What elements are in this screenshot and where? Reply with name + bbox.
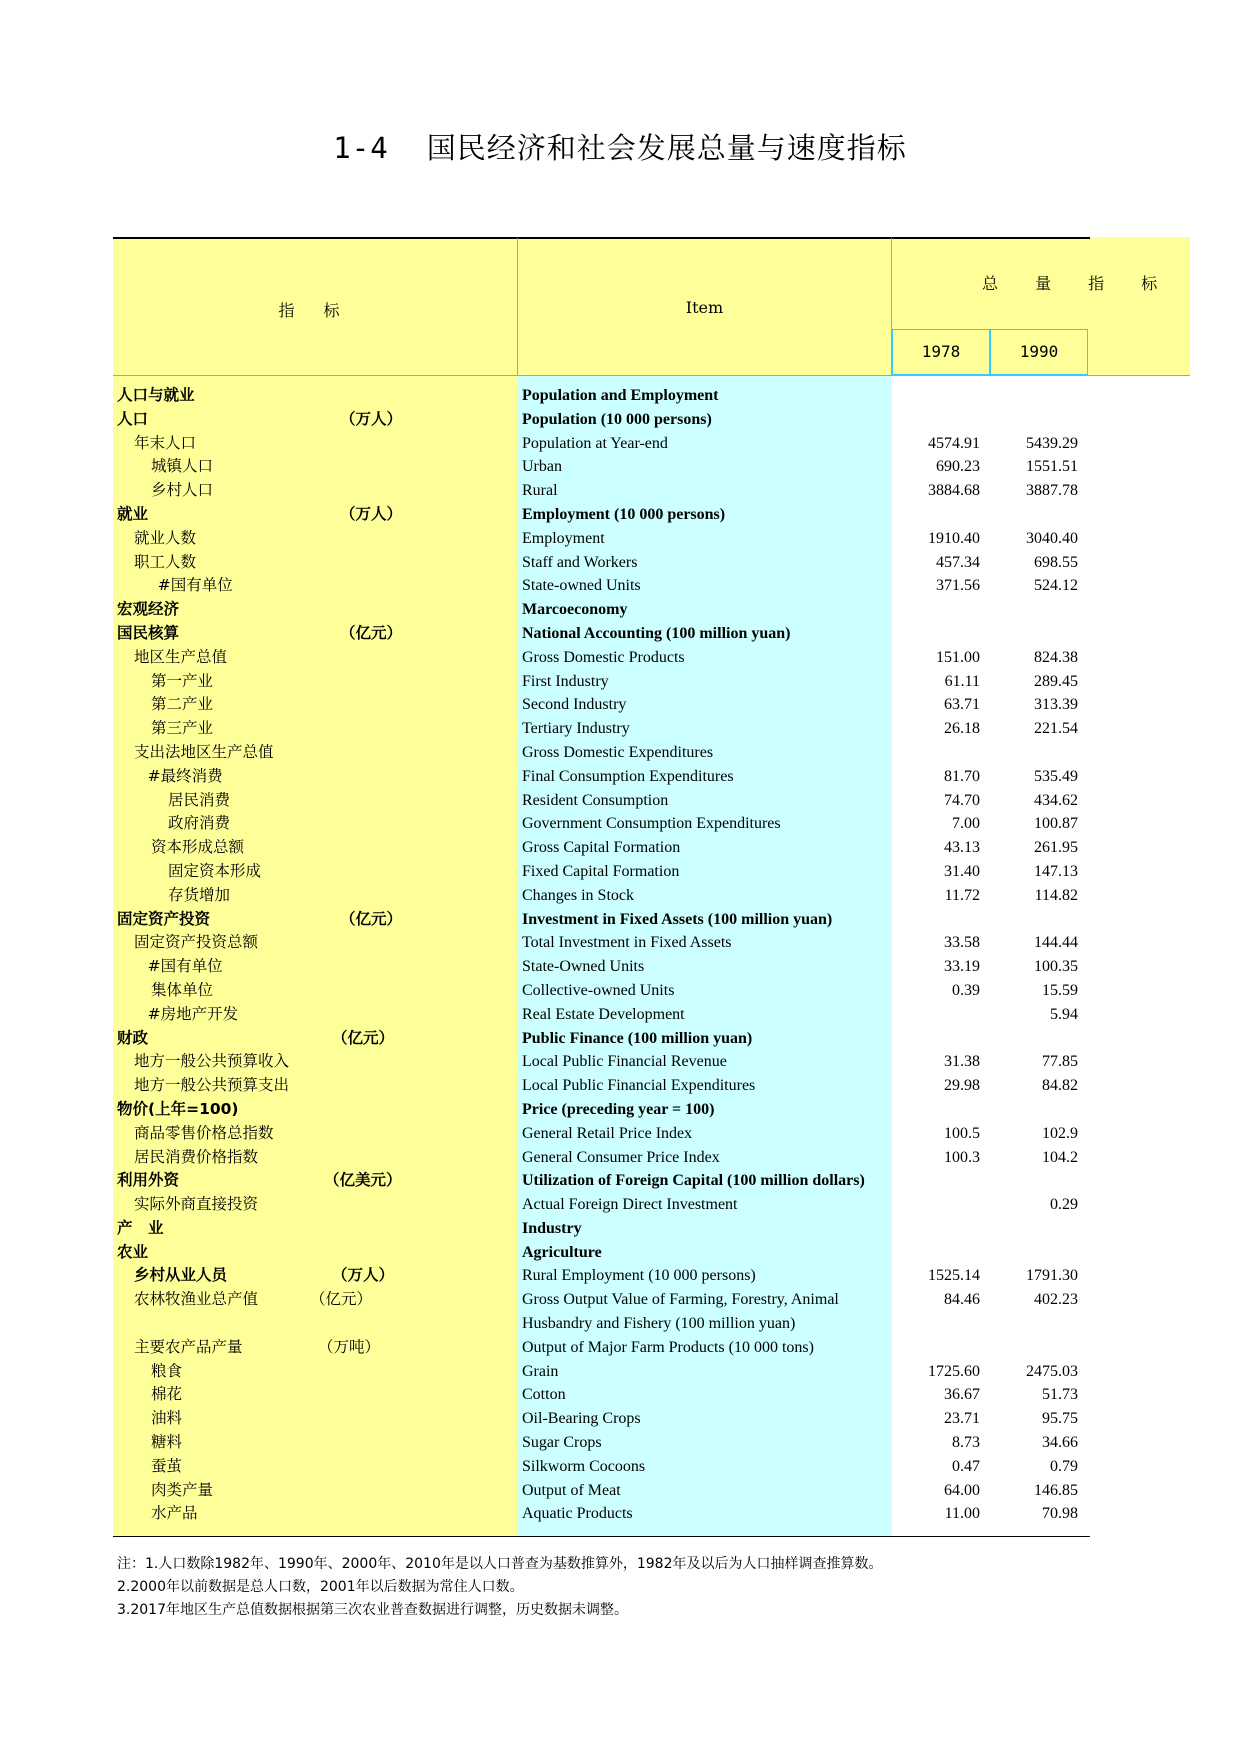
value-1990: 5.94: [1050, 1005, 1078, 1023]
item-label: General Consumer Price Index: [522, 1148, 720, 1166]
table-row: [0, 455, 1240, 479]
item-label: Government Consumption Expenditures: [522, 815, 781, 833]
value-1978: 63.71: [944, 696, 980, 714]
item-label: Industry: [522, 1219, 582, 1237]
unit-label: （亿元）: [332, 1028, 395, 1047]
item-label: Collective-owned Units: [522, 981, 675, 999]
page-title: [0, 126, 1240, 167]
value-1978: 29.98: [944, 1077, 980, 1095]
value-1978: 74.70: [944, 791, 980, 809]
value-1990: 114.82: [1034, 886, 1078, 904]
value-1990: 434.62: [1034, 791, 1078, 809]
header-indicator-cell: [113, 237, 518, 376]
indicator-label: 支出法地区生产总值: [134, 742, 274, 761]
table-row: [0, 1074, 1240, 1098]
item-label: Grain: [522, 1362, 559, 1380]
value-1978: 151.00: [936, 648, 980, 666]
value-1978: 371.56: [936, 577, 980, 595]
indicator-label: 宏观经济: [117, 600, 180, 619]
item-label: State-Owned Units: [522, 958, 645, 976]
value-1990: 70.98: [1042, 1505, 1078, 1523]
footnote-1: 注：1.人口数除1982年、1990年、2000年、2010年是以人口普查为基数推算外，1982年及以后为人口抽样调查推算数。: [117, 1556, 883, 1572]
table-row: [0, 527, 1240, 551]
indicator-label: 固定资产投资总额: [134, 933, 259, 952]
item-label: First Industry: [522, 672, 609, 690]
value-1978: 33.19: [944, 958, 980, 976]
item-label: Utilization of Foreign Capital (100 million dollars): [522, 1172, 865, 1190]
value-1978: 31.38: [944, 1053, 980, 1071]
table-row: [0, 812, 1240, 836]
indicator-label: 集体单位: [151, 980, 214, 999]
item-label: Sugar Crops: [522, 1434, 602, 1452]
value-1990: 34.66: [1042, 1434, 1078, 1452]
item-label: Final Consumption Expenditures: [522, 767, 734, 785]
value-1990: 147.13: [1034, 862, 1078, 880]
value-1978: 64.00: [944, 1481, 980, 1499]
value-1978: 11.72: [944, 886, 980, 904]
table-row: [0, 1241, 1240, 1265]
unit-label: （亿元）: [340, 623, 403, 642]
item-label: Public Finance (100 million yuan): [522, 1029, 753, 1047]
indicator-label: 产 业: [117, 1218, 164, 1237]
value-1990: 2475.03: [1026, 1362, 1078, 1380]
item-label: Population (10 000 persons): [522, 410, 712, 428]
indicator-label: 第三产业: [151, 719, 214, 738]
item-label: Staff and Workers: [522, 553, 638, 571]
table-row: [0, 741, 1240, 765]
item-label: National Accounting (100 million yuan): [522, 624, 791, 642]
unit-label: （亿美元）: [324, 1171, 402, 1190]
indicator-label: 固定资产投资: [117, 909, 211, 928]
value-1978: 4574.91: [928, 434, 980, 452]
indicator-label: 利用外资: [117, 1171, 180, 1190]
indicator-label: 商品零售价格总指数: [134, 1123, 274, 1142]
item-label: Gross Domestic Products: [522, 648, 685, 666]
indicator-label: 人口与就业: [117, 386, 195, 404]
value-1978: 33.58: [944, 934, 980, 952]
unit-label: （万人）: [340, 409, 403, 428]
value-1990: 524.12: [1034, 577, 1078, 595]
table-row: [0, 1146, 1240, 1170]
indicator-label: 主要农产品产量: [134, 1337, 243, 1356]
indicator-label: 就业: [117, 504, 149, 523]
value-1990: 0.29: [1050, 1196, 1078, 1214]
year-header-1990: 1990: [990, 329, 1088, 375]
item-label: Price (preceding year = 100): [522, 1100, 715, 1118]
indicator-label: 第一产业: [151, 671, 214, 690]
value-1990: 1791.30: [1026, 1267, 1078, 1285]
indicator-label: 职工人数: [134, 552, 197, 571]
footnote-2: 2.2000年以前数据是总人口数，2001年以后数据为常住人口数。: [117, 1579, 524, 1595]
item-label: Tertiary Industry: [522, 720, 630, 738]
table-row: [0, 1502, 1240, 1526]
table-row: [0, 1288, 1240, 1312]
indicator-label: 存货增加: [168, 885, 231, 904]
indicator-label: #房地产开发: [147, 1004, 239, 1023]
value-1990: 100.87: [1034, 815, 1078, 833]
item-label: Local Public Financial Expenditures: [522, 1077, 756, 1095]
indicator-label: 政府消费: [168, 814, 231, 833]
value-1990: 144.44: [1034, 934, 1078, 952]
footnote-3: 3.2017年地区生产总值数据根据第三次农业普查数据进行调整，历史数据未调整。: [117, 1602, 628, 1618]
table-row: [0, 432, 1240, 456]
item-label: General Retail Price Index: [522, 1124, 693, 1142]
item-label: Employment (10 000 persons): [522, 505, 726, 523]
value-1990: 221.54: [1034, 720, 1078, 738]
value-1990: 289.45: [1034, 672, 1078, 690]
table-row: [0, 1431, 1240, 1455]
value-1990: 313.39: [1034, 696, 1078, 714]
table-row: [0, 1312, 1240, 1336]
indicator-label: 物价(上年=100): [117, 1099, 239, 1118]
item-label: Local Public Financial Revenue: [522, 1053, 727, 1071]
indicator-label: #国有单位: [147, 957, 223, 976]
indicator-label: #最终消费: [147, 766, 223, 785]
indicator-label: 农业: [117, 1242, 149, 1261]
indicator-label: 固定资本形成: [168, 861, 262, 880]
indicator-label: 就业人数: [134, 528, 197, 547]
value-1978: 0.39: [952, 981, 980, 999]
value-1978: 61.11: [944, 672, 980, 690]
indicator-label: 第二产业: [151, 695, 214, 714]
table-row: [0, 1455, 1240, 1479]
value-1978: 81.70: [944, 767, 980, 785]
value-1978: 690.23: [936, 458, 980, 476]
table-bottom-rule: [113, 1536, 1090, 1537]
unit-label: （万人）: [332, 1266, 395, 1285]
indicator-label: 居民消费价格指数: [134, 1147, 259, 1166]
item-label: Actual Foreign Direct Investment: [522, 1196, 738, 1214]
item-label: Rural: [522, 482, 558, 500]
value-1978: 1910.40: [928, 529, 980, 547]
header-item-cell: [518, 237, 892, 376]
table-row: [0, 1217, 1240, 1241]
footnotes: [117, 1553, 883, 1622]
value-1978: 7.00: [952, 815, 980, 833]
item-label: Changes in Stock: [522, 886, 634, 904]
value-1978: 1725.60: [928, 1362, 980, 1380]
table-row: [0, 598, 1240, 622]
indicator-label: #国有单位: [157, 576, 233, 595]
indicator-label: 实际外商直接投资: [134, 1195, 259, 1214]
value-1978: 36.67: [944, 1386, 980, 1404]
value-1990: 3040.40: [1026, 529, 1078, 547]
item-label: Gross Capital Formation: [522, 839, 681, 857]
value-1990: 84.82: [1042, 1077, 1078, 1095]
value-1990: 0.79: [1050, 1457, 1078, 1475]
value-1990: 77.85: [1042, 1053, 1078, 1071]
indicator-label: 地区生产总值: [134, 647, 228, 666]
value-1990: 15.59: [1042, 981, 1078, 999]
value-1978: 0.47: [952, 1457, 980, 1475]
table-row: [0, 1407, 1240, 1431]
indicator-label: 肉类产量: [151, 1480, 214, 1499]
table-row: [0, 1027, 1240, 1051]
value-1978: 26.18: [944, 720, 980, 738]
value-1990: 535.49: [1034, 767, 1078, 785]
table-row: [0, 789, 1240, 813]
indicator-label: 城镇人口: [151, 457, 214, 476]
table-row: [0, 1050, 1240, 1074]
item-label: Silkworm Cocoons: [522, 1457, 646, 1475]
item-label: Gross Output Value of Farming, Forestry, Animal: [522, 1291, 839, 1309]
item-label: Population and Employment: [522, 387, 719, 404]
header-top-rule: [892, 237, 1090, 239]
table-row: [0, 1122, 1240, 1146]
table-row: [0, 1003, 1240, 1027]
item-label: Oil-Bearing Crops: [522, 1410, 641, 1428]
table-row: [0, 693, 1240, 717]
header-indicator-label: 指 标: [278, 301, 352, 320]
indicator-label: 地方一般公共预算支出: [134, 1076, 290, 1095]
indicator-label: 水产品: [151, 1504, 198, 1523]
unit-label: （亿元）: [340, 909, 403, 928]
table-row: [0, 1193, 1240, 1217]
table-row: [0, 551, 1240, 575]
table-row: [0, 384, 1240, 408]
table-row: [0, 646, 1240, 670]
value-1990: 5439.29: [1026, 434, 1078, 452]
indicator-label: 地方一般公共预算收入: [134, 1052, 290, 1071]
value-1978: 11.00: [944, 1505, 980, 1523]
item-label: Aquatic Products: [522, 1505, 633, 1523]
item-label: Husbandry and Fishery (100 million yuan): [522, 1315, 796, 1333]
item-label: Gross Domestic Expenditures: [522, 743, 714, 761]
item-label: Output of Meat: [522, 1481, 621, 1499]
header-item-label: Item: [685, 298, 724, 317]
value-1990: 100.35: [1034, 958, 1078, 976]
table-row: [0, 860, 1240, 884]
value-1990: 95.75: [1042, 1410, 1078, 1428]
indicator-label: 棉花: [151, 1385, 183, 1404]
value-1990: 3887.78: [1026, 482, 1078, 500]
table-row: [0, 979, 1240, 1003]
indicator-label: 国民核算: [117, 623, 180, 642]
table-row: [0, 884, 1240, 908]
value-1978: 31.40: [944, 862, 980, 880]
table-row: [0, 574, 1240, 598]
item-label: Marcoeconomy: [522, 601, 628, 619]
table-row: [0, 1264, 1240, 1288]
table-row: [0, 1360, 1240, 1384]
item-label: Rural Employment (10 000 persons): [522, 1267, 756, 1285]
unit-label: （万人）: [340, 504, 403, 523]
unit-label: （亿元）: [310, 1290, 373, 1309]
table-row: [0, 836, 1240, 860]
unit-label: （万吨）: [318, 1337, 381, 1356]
value-1978: 84.46: [944, 1291, 980, 1309]
indicator-label: 居民消费: [168, 790, 231, 809]
item-label: Cotton: [522, 1386, 566, 1404]
indicator-label: 乡村人口: [151, 481, 214, 500]
table-row: [0, 670, 1240, 694]
value-1978: 3884.68: [928, 482, 980, 500]
table-row: [0, 908, 1240, 932]
item-label: Population at Year-end: [522, 434, 668, 452]
indicator-label: 蚕茧: [151, 1456, 183, 1475]
table-row: [0, 955, 1240, 979]
value-1990: 104.2: [1042, 1148, 1078, 1166]
table-title: 国民经济和社会发展总量与速度指标: [426, 131, 907, 165]
value-1990: 146.85: [1034, 1481, 1078, 1499]
value-1978: 100.5: [944, 1124, 980, 1142]
table-row: [0, 1169, 1240, 1193]
table-row: [0, 717, 1240, 741]
item-label: Output of Major Farm Products (10 000 tons): [522, 1338, 814, 1356]
value-1978: 100.3: [944, 1148, 980, 1166]
year-header-1978: 1978: [892, 329, 990, 375]
value-1990: 261.95: [1034, 839, 1078, 857]
table-row: [0, 408, 1240, 432]
item-label: State-owned Units: [522, 577, 641, 595]
value-1990: 824.38: [1034, 648, 1078, 666]
indicator-label: 糖料: [151, 1433, 183, 1452]
value-1990: 402.23: [1034, 1291, 1078, 1309]
item-label: Total Investment in Fixed Assets: [522, 934, 732, 952]
indicator-label: 资本形成总额: [151, 838, 245, 857]
item-label: Agriculture: [522, 1243, 602, 1261]
item-label: Real Estate Development: [522, 1005, 685, 1023]
indicator-label: 乡村从业人员: [134, 1266, 228, 1285]
header-total-label: 总 量 指 标: [982, 274, 1174, 293]
item-label: Employment: [522, 529, 605, 547]
value-1990: 51.73: [1042, 1386, 1078, 1404]
table-row: [0, 1098, 1240, 1122]
table-row: [0, 503, 1240, 527]
indicator-label: 粮食: [151, 1361, 183, 1380]
value-1978: 43.13: [944, 839, 980, 857]
value-1978: 457.34: [936, 553, 980, 571]
table-row: [0, 479, 1240, 503]
table-body: [0, 384, 1240, 1526]
table-number: 1-4: [333, 131, 389, 165]
value-1990: 102.9: [1042, 1124, 1078, 1142]
indicator-label: 农林牧渔业总产值: [134, 1290, 259, 1309]
value-1990: 698.55: [1034, 553, 1078, 571]
value-1978: 1525.14: [928, 1267, 980, 1285]
item-label: Investment in Fixed Assets (100 million yuan): [522, 910, 833, 928]
item-label: Fixed Capital Formation: [522, 862, 680, 880]
indicator-label: 人口: [117, 409, 149, 428]
table-row: [0, 1336, 1240, 1360]
table-row: [0, 931, 1240, 955]
item-label: Urban: [522, 458, 562, 476]
item-label: Resident Consumption: [522, 791, 669, 809]
table-row: [0, 765, 1240, 789]
table-row: [0, 1383, 1240, 1407]
value-1978: 8.73: [952, 1434, 980, 1452]
table-row: [0, 622, 1240, 646]
indicator-label: 油料: [151, 1409, 183, 1428]
table-row: [0, 1479, 1240, 1503]
value-1978: 23.71: [944, 1410, 980, 1428]
indicator-label: 财政: [117, 1028, 149, 1047]
item-label: Second Industry: [522, 696, 627, 714]
indicator-label: 年末人口: [134, 433, 197, 452]
value-1990: 1551.51: [1026, 458, 1078, 476]
